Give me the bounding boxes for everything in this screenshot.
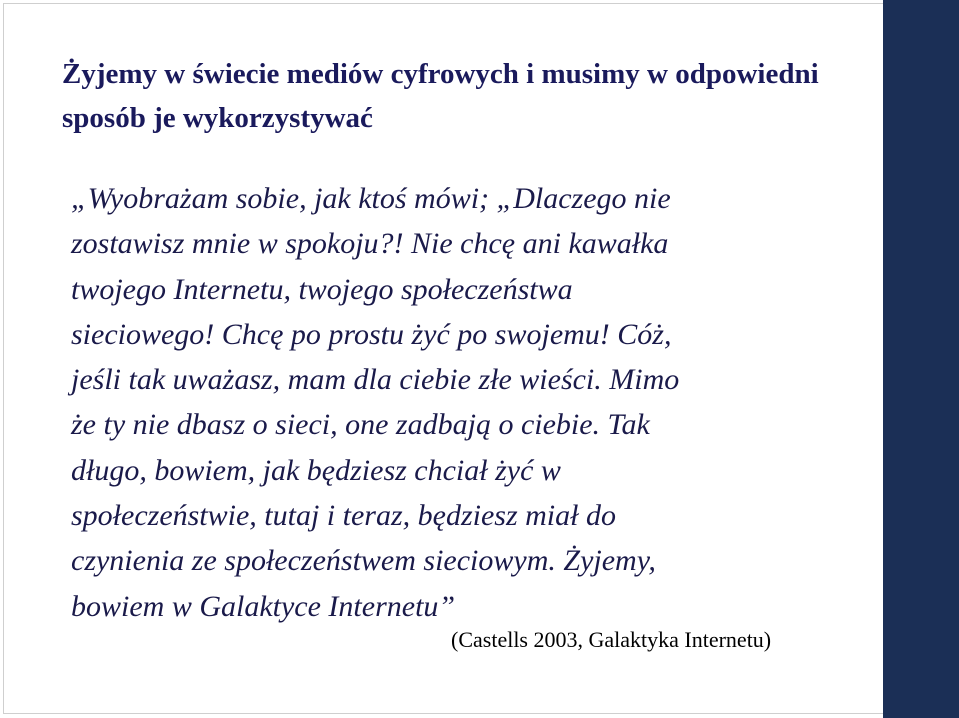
side-band [883, 0, 959, 718]
quote-line: bowiem w Galaktyce Internetu” [71, 589, 456, 623]
quote-block [71, 176, 861, 629]
quote-line: jeśli tak uważasz, mam dla ciebie złe wieści. Mimo [71, 363, 680, 397]
quote-line: czynienia ze społeczeństwem sieciowym. Żyjemy, [71, 544, 656, 578]
quote-line: sieciowego! Chcę po prostu żyć po swojemu! Cóż, [71, 317, 672, 351]
slide-title: Żyjemy w świecie mediów cyfrowych i musimy w odpowiedni sposób je wykorzystywać [62, 58, 819, 134]
quote-line: że ty nie dbasz o sieci, one zadbają o ciebie. Tak [71, 408, 650, 442]
quote-line: twojego Internetu, twojego społeczeństwa [71, 272, 573, 306]
quote-line: zostawisz mnie w spokoju?! Nie chcę ani kawałka [71, 227, 669, 261]
quote-line: długo, bowiem, jak będziesz chciał żyć w [71, 453, 561, 487]
citation: (Castells 2003, Galaktyka Internetu) [451, 627, 772, 652]
quote-line: „Wyobrażam sobie, jak ktoś mówi; „Dlaczego nie [71, 182, 671, 215]
quote-line: społeczeństwie, tutaj i teraz, będziesz miał do [71, 499, 616, 533]
